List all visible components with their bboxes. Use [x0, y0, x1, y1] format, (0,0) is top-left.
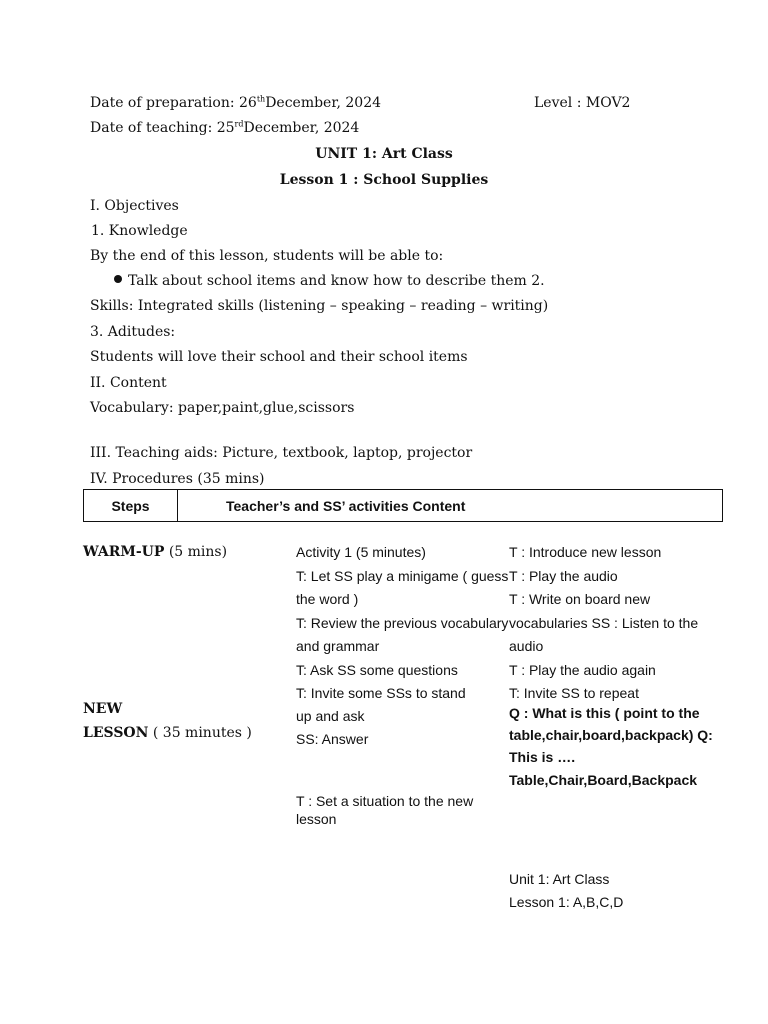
- content-question: Q : What is this ( point to the: [509, 705, 700, 721]
- teaching-aids-line: III. Teaching aids: Picture, textbook, laptop, projector: [90, 445, 473, 461]
- activity-line: T : Set a situation to the new: [296, 793, 474, 809]
- activity-line: and grammar: [296, 638, 380, 654]
- procedures-heading: IV. Procedures (35 mins): [90, 471, 265, 487]
- activity-line: T: Let SS play a minigame ( guess: [296, 568, 509, 584]
- activities-column-header: Teacher’s and SS’ activities Content: [226, 498, 466, 514]
- steps-column-header: Steps: [111, 498, 150, 514]
- activity-line: T: Review the previous vocabulary: [296, 615, 509, 631]
- content-line: Unit 1: Art Class: [509, 871, 610, 887]
- content-line: T : Play the audio: [509, 568, 618, 584]
- activity-line: Activity 1 (5 minutes): [296, 544, 426, 560]
- content-line: T: Invite SS to repeat: [509, 685, 639, 701]
- activity-line: T: Invite some SSs to stand: [296, 685, 466, 701]
- vocabulary-line: Vocabulary: paper,paint,glue,scissors: [90, 400, 355, 416]
- step-warm-up: WARM-UP (5 mins): [83, 544, 228, 560]
- content-line: vocabularies SS : Listen to the: [509, 615, 699, 631]
- attitudes-text: Students will love their school and their school items: [90, 349, 468, 365]
- content-heading: II. Content: [90, 375, 167, 391]
- activity-line: T: Ask SS some questions: [296, 662, 458, 678]
- content-line: T : Write on board new: [509, 591, 651, 607]
- table-divider: [177, 490, 178, 521]
- activity-line: the word ): [296, 591, 359, 607]
- content-line: Lesson 1: A,B,C,D: [509, 894, 624, 910]
- procedures-table-header: [83, 489, 723, 522]
- bullet-icon: [114, 275, 122, 283]
- date-of-teaching: Date of teaching: 25rdDecember, 2024: [90, 119, 360, 136]
- content-answer: Table,Chair,Board,Backpack: [509, 772, 698, 788]
- activity-line: SS: Answer: [296, 731, 369, 747]
- content-line: audio: [509, 638, 544, 654]
- knowledge-heading: 1. Knowledge: [91, 223, 188, 239]
- objectives-intro: By the end of this lesson, students will be able to:: [90, 248, 444, 264]
- attitudes-heading: 3. Aditudes:: [90, 324, 176, 340]
- step-new: NEW: [83, 701, 123, 717]
- level-label: Level : MOV2: [534, 95, 631, 111]
- skills-line: Skills: Integrated skills (listening – speaking – reading – writing): [90, 298, 549, 314]
- unit-title: UNIT 1: Art Class: [315, 146, 453, 162]
- lesson-title: Lesson 1 : School Supplies: [279, 172, 489, 188]
- activity-line: up and ask: [296, 708, 365, 724]
- content-line: T : Introduce new lesson: [509, 544, 662, 560]
- objectives-heading: I. Objectives: [90, 198, 179, 214]
- date-of-preparation: Date of preparation: 26thDecember, 2024: [90, 94, 382, 111]
- content-question: table,chair,board,backpack) Q:: [509, 727, 713, 743]
- step-lesson: LESSON ( 35 minutes ): [83, 725, 252, 741]
- objective-bullet: Talk about school items and know how to describe them 2.: [114, 273, 545, 289]
- content-question: This is ….: [509, 749, 576, 765]
- activity-line: lesson: [296, 811, 337, 827]
- content-line: T : Play the audio again: [509, 662, 656, 678]
